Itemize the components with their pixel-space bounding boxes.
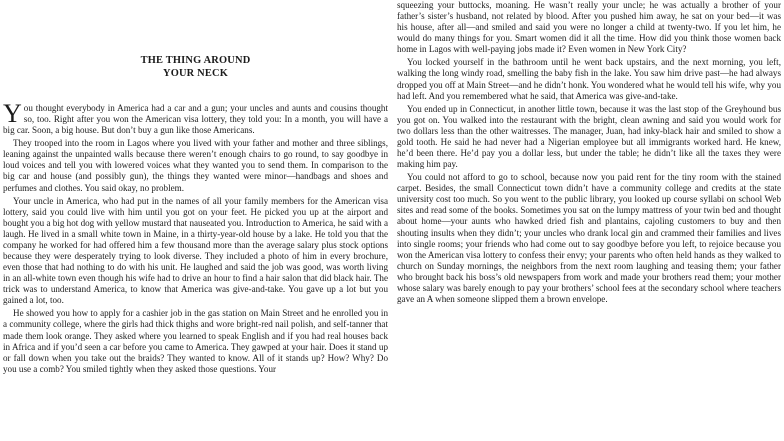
right-page	[397, 0, 781, 307]
left-paragraph-1	[3, 99, 388, 136]
right-paragraph-2: You locked yourself in the bathroom until he went back upstairs, and the next morning, you left, walking the long windy road, smelling the baby fish in the lake. You saw him drive past—he had always dropped you off at Main Street—and he didn’t honk. You wondered what he would tell his wife, why you had left. And you remembered what he said, that America was give-and-take.	[397, 57, 781, 101]
left-paragraph-2: They trooped into the room in Lagos where you lived with your father and mother and three siblings, leaning against the unpainted walls because there weren’t enough chairs to go round, to say goodbye in loud voices and tell you with lowered voices what they wanted you to send them. In comparison to the big car and house (and possibly gun), the things they wanted were minor—handbags and shoes and perfumes and clothes. You said okay, no problem.	[3, 138, 388, 193]
left-page	[3, 0, 388, 377]
chapter-title-line-2: YOUR NECK	[162, 68, 228, 79]
chapter-title-line-1: THE THING AROUND	[140, 55, 251, 66]
chapter-title	[3, 54, 388, 80]
right-paragraph-4: You could not afford to go to school, because now you paid rent for the tiny room with the stained carpet. Besides, the small Connecticut town didn’t have a community college and credits at the state university cost too much. So you went to the public library, you looked up course syllabi on school Web sites and read some of the books. Sometimes you sat on the lumpy mattress of your twin bed and thought about home—your aunts who hawked dried fish and plantains, cajoling customers to buy and then shouting insults when they didn’t; your uncles who drank local gin and crammed their families and lives into single rooms; your friends who had come out to say goodbye before you left, to rejoice because you won the American visa lottery to confess their envy; your parents who often held hands as they walked to church on Sunday mornings, the neighbors from the next room laughing and teasing them; your father who brought back his boss’s old newspapers from work and made your brothers read them; your mother whose salary was barely enough to pay your brothers’ school fees at the secondary school where teachers gave an A when someone slipped them a brown envelope.	[397, 172, 781, 304]
drop-cap: Y	[3, 99, 22, 128]
left-paragraph-3: Your uncle in America, who had put in the names of all your family members for the American visa lottery, said you could live with him until you got on your feet. He picked you up at the airport and bought you a big hot dog with yellow mustard that nauseated you. Introduction to America, he said with a laugh. He lived in a small white town in Maine, in a thirty-year-old house by a lake. He told you that the company he worked for had offered him a few thousand more than the average salary plus stock options because they were desperately trying to look diverse. They included a photo of him in every brochure, even those that had nothing to do with his unit. He laughed and said the job was good, was worth living in an all-white town even though his wife had to drive an hour to find a hair salon that did black hair. The trick was to understand America, to know that America was give-and-take. You gave up a lot but you gained a lot, too.	[3, 195, 388, 306]
left-paragraph-1-text: ou thought everybody in America had a car and a gun; your uncles and aunts and cousins thought so, too. Right after you won the American visa lottery, they told you: In a month, you will have a big car. Soon, a big house. But don’t buy a gun like those Americans.	[3, 103, 388, 136]
right-paragraph-1: squeezing your buttocks, moaning. He wasn’t really your uncle; he was actually a brother of your father’s sister’s husband, not related by blood. After you pushed him away, he sat on your bed—it was his house, after all—and smiled and said you were no longer a child at twenty-two. If you let him, he would do many things for you. Smart women did it all the time. How did you think those women back home in Lagos with well-paying jobs made it? Even women in New York City?	[397, 0, 781, 55]
right-paragraph-3: You ended up in Connecticut, in another little town, because it was the last stop of the Greyhound bus you got on. You walked into the restaurant with the bright, clean awning and said you would work for two dollars less than the other waitresses. The manager, Juan, had inky-black hair and smiled to show a gold tooth. He said he had never had a Nigerian employee but all immigrants worked hard. He knew, he’d been there. He’d pay you a dollar less, but under the table; he didn’t like all the taxes they were making him pay.	[397, 103, 781, 170]
left-paragraph-4: He showed you how to apply for a cashier job in the gas station on Main Street and he enrolled you in a community college, where the girls had thick thighs and wore bright-red nail polish, and self-tanner that made them look orange. They asked where you learned to speak English and if you had real houses back in Africa and if you’d seen a car before you came to America. They gawped at your hair. Does it stand up or fall down when you take out the braids? They wanted to know. All of it stands up? How? Why? Do you use a comb? You smiled tightly when they asked those questions. Your	[3, 308, 388, 374]
